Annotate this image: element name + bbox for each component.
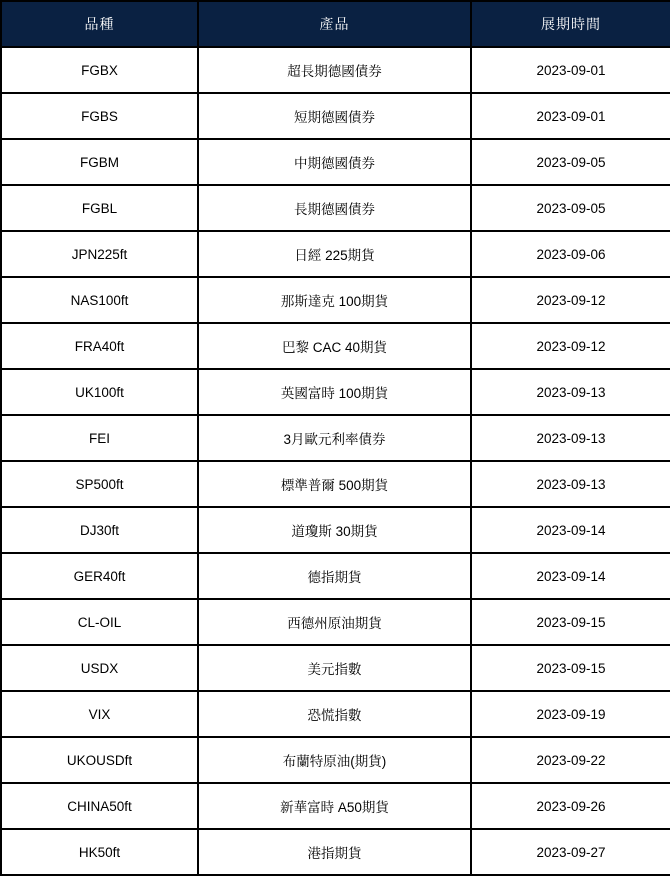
symbol-cell: CHINA50ft: [1, 783, 198, 829]
rollover-date-cell: 2023-09-12: [471, 323, 670, 369]
rollover-date-cell: 2023-09-01: [471, 93, 670, 139]
rollover-date-cell: 2023-09-15: [471, 599, 670, 645]
table-row: [1, 829, 670, 875]
table-row: [1, 415, 670, 461]
table-row: [1, 47, 670, 93]
rollover-date-cell: 2023-09-13: [471, 415, 670, 461]
table-row: [1, 93, 670, 139]
table-row: [1, 507, 670, 553]
product-cell: 巴黎 CAC 40期貨: [198, 323, 471, 369]
table-row: [1, 139, 670, 185]
rollover-date-cell: 2023-09-14: [471, 507, 670, 553]
symbol-cell: UK100ft: [1, 369, 198, 415]
table-row: [1, 783, 670, 829]
header-cell-rollover: 展期時間: [471, 1, 670, 47]
rollover-date-cell: 2023-09-22: [471, 737, 670, 783]
symbol-cell: FGBS: [1, 93, 198, 139]
symbol-cell: HK50ft: [1, 829, 198, 875]
table-row: [1, 231, 670, 277]
symbol-cell: DJ30ft: [1, 507, 198, 553]
rollover-date-cell: 2023-09-15: [471, 645, 670, 691]
header-cell-symbol: 品種: [1, 1, 198, 47]
product-cell: 中期德國債券: [198, 139, 471, 185]
header-cell-product: 產品: [198, 1, 471, 47]
product-cell: 超長期德國債券: [198, 47, 471, 93]
table-row: [1, 323, 670, 369]
symbol-cell: SP500ft: [1, 461, 198, 507]
product-cell: 德指期貨: [198, 553, 471, 599]
table-row: [1, 185, 670, 231]
product-cell: 短期德國債券: [198, 93, 471, 139]
rollover-date-cell: 2023-09-19: [471, 691, 670, 737]
symbol-cell: FGBX: [1, 47, 198, 93]
product-cell: 布蘭特原油(期貨): [198, 737, 471, 783]
product-cell: 英國富時 100期貨: [198, 369, 471, 415]
product-cell: 恐慌指數: [198, 691, 471, 737]
product-cell: 長期德國債券: [198, 185, 471, 231]
symbol-cell: UKOUSDft: [1, 737, 198, 783]
table-body: [1, 47, 670, 875]
symbol-cell: VIX: [1, 691, 198, 737]
symbol-cell: FGBL: [1, 185, 198, 231]
product-cell: 那斯達克 100期貨: [198, 277, 471, 323]
product-cell: 標準普爾 500期貨: [198, 461, 471, 507]
product-cell: 3月歐元利率債券: [198, 415, 471, 461]
rollover-date-cell: 2023-09-12: [471, 277, 670, 323]
rollover-date-cell: 2023-09-01: [471, 47, 670, 93]
symbol-cell: FEI: [1, 415, 198, 461]
rollover-date-cell: 2023-09-26: [471, 783, 670, 829]
symbol-cell: JPN225ft: [1, 231, 198, 277]
table-row: [1, 369, 670, 415]
table-row: [1, 599, 670, 645]
table-row: [1, 277, 670, 323]
product-cell: 西德州原油期貨: [198, 599, 471, 645]
rollover-date-cell: 2023-09-05: [471, 185, 670, 231]
product-cell: 新華富時 A50期貨: [198, 783, 471, 829]
table-row: [1, 553, 670, 599]
product-cell: 道瓊斯 30期貨: [198, 507, 471, 553]
symbol-cell: FRA40ft: [1, 323, 198, 369]
product-cell: 港指期貨: [198, 829, 471, 875]
rollover-date-cell: 2023-09-14: [471, 553, 670, 599]
rollover-date-cell: 2023-09-13: [471, 461, 670, 507]
rollover-date-cell: 2023-09-13: [471, 369, 670, 415]
table-row: [1, 461, 670, 507]
rollover-date-cell: 2023-09-06: [471, 231, 670, 277]
rollover-date-cell: 2023-09-27: [471, 829, 670, 875]
symbol-cell: FGBM: [1, 139, 198, 185]
symbol-cell: USDX: [1, 645, 198, 691]
header-row: [1, 1, 670, 47]
symbol-cell: GER40ft: [1, 553, 198, 599]
table-row: [1, 691, 670, 737]
table-header: [1, 1, 670, 47]
table-row: [1, 737, 670, 783]
table-row: [1, 645, 670, 691]
symbol-cell: CL-OIL: [1, 599, 198, 645]
product-cell: 美元指數: [198, 645, 471, 691]
product-cell: 日經 225期貨: [198, 231, 471, 277]
symbol-cell: NAS100ft: [1, 277, 198, 323]
rollover-date-cell: 2023-09-05: [471, 139, 670, 185]
